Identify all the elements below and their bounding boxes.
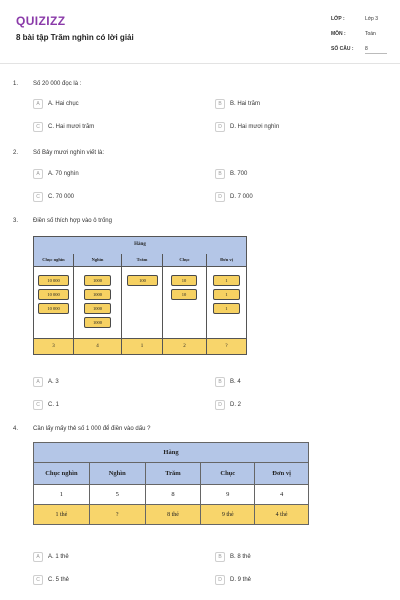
number-card: 100: [127, 275, 158, 286]
table-1-column-header: Đơn vị: [207, 254, 246, 267]
option-text: C. 70 000: [48, 194, 75, 200]
page-title: 8 bài tập Trăm nghìn có lời giải: [16, 33, 134, 42]
table-2-digit: 1: [34, 485, 90, 505]
table-2-card-count: 9 thẻ: [201, 505, 255, 525]
meta-subject-value: Toán: [365, 31, 376, 37]
option-text: B. 700: [230, 171, 248, 177]
meta-grade-label: LỚP :: [331, 16, 345, 22]
place-value-table-2: [33, 442, 309, 525]
table-1-title: Hàng: [34, 237, 246, 255]
meta-count-underline: [365, 53, 387, 54]
option-letter-box: A: [33, 552, 43, 562]
number-card: 1: [213, 289, 240, 300]
quizizz-logo[interactable]: QUIZIZZ: [16, 14, 66, 28]
option-text: D. Hai mươi nghìn: [230, 124, 280, 130]
header-divider: [0, 63, 400, 64]
option-text: B. 4: [230, 379, 241, 385]
number-card: 10: [171, 275, 197, 286]
table-1-column-header: Nghìn: [74, 254, 121, 267]
table-1-column-header: Chục nghìn: [34, 254, 73, 267]
option-letter-box: C: [33, 192, 43, 202]
table-2-column-header: Chục nghìn: [34, 463, 90, 485]
table-1-total: 1: [122, 338, 162, 354]
number-card: 10: [171, 289, 197, 300]
table-2-column-header: Trăm: [145, 463, 201, 485]
option-text: C. 5 thẻ: [48, 577, 70, 583]
table-1-column: [34, 254, 74, 354]
question-3-text: Điền số thích hợp vào ô trống: [33, 218, 112, 224]
option-letter-box: D: [215, 400, 225, 410]
option-text: B. Hai trăm: [230, 101, 261, 107]
option-text: A. Hai chục: [48, 101, 79, 107]
place-value-table-1: [33, 236, 247, 355]
table-2-column-header: Đơn vị: [255, 463, 309, 485]
table-2-column-header: Nghìn: [89, 463, 145, 485]
table-2-digit: 5: [89, 485, 145, 505]
table-2-digit: 8: [145, 485, 201, 505]
option-text: D. 2: [230, 402, 242, 408]
number-card: 1: [213, 275, 240, 286]
option-text: B. 8 thẻ: [230, 554, 251, 560]
question-1-text: Số 20 000 đọc là :: [33, 81, 82, 87]
table-1-total: 4: [74, 338, 121, 354]
table-row: [34, 485, 309, 505]
table-2-card-count: 4 thẻ: [255, 505, 309, 525]
option-letter-box: A: [33, 99, 43, 109]
option-letter-box: B: [215, 377, 225, 387]
option-letter-box: B: [215, 169, 225, 179]
table-2-column-header: Chục: [201, 463, 255, 485]
option-letter-box: B: [215, 99, 225, 109]
question-4-number: 4.: [13, 426, 19, 432]
option-text: D. 7 000: [230, 194, 253, 200]
meta-count-value: 8: [365, 46, 368, 52]
option-letter-box: D: [215, 192, 225, 202]
option-letter-box: C: [33, 400, 43, 410]
table-2-card-count: ?: [89, 505, 145, 525]
option-text: D. 9 thẻ: [230, 577, 252, 583]
option-letter-box: C: [33, 575, 43, 585]
option-letter-box: B: [215, 552, 225, 562]
table-1-total: ?: [207, 338, 246, 354]
table-1-column: [163, 254, 207, 354]
table-2-digit: 9: [201, 485, 255, 505]
number-card: 1000: [84, 289, 111, 300]
number-card: 10 000: [38, 303, 69, 314]
number-card: 1: [213, 303, 240, 314]
number-card: 1000: [84, 303, 111, 314]
table-1-column: [207, 254, 246, 354]
question-1-number: 1.: [13, 81, 19, 87]
meta-grade-value: Lớp 3: [365, 16, 379, 22]
table-2-card-count: 1 thẻ: [34, 505, 90, 525]
option-letter-box: D: [215, 122, 225, 132]
table-1-total: 3: [34, 338, 73, 354]
table-2-title: Hàng: [34, 443, 309, 463]
option-letter-box: C: [33, 122, 43, 132]
meta-count-label: SỐ CÂU :: [331, 46, 354, 52]
question-2-text: Số Bảy mươi nghìn viết là:: [33, 150, 104, 156]
question-3-number: 3.: [13, 218, 19, 224]
table-2-card-count: 8 thẻ: [145, 505, 201, 525]
option-letter-box: A: [33, 169, 43, 179]
table-1-column-header: Chục: [163, 254, 206, 267]
table-row: [34, 505, 309, 525]
number-card: 1000: [84, 275, 111, 286]
option-text: C. 1: [48, 402, 60, 408]
option-text: C. Hai mươi trăm: [48, 124, 95, 130]
option-text: A. 3: [48, 379, 59, 385]
meta-subject-label: MÔN :: [331, 31, 346, 37]
number-card: 1000: [84, 317, 111, 328]
table-2-digit: 4: [255, 485, 309, 505]
option-text: A. 1 thẻ: [48, 554, 69, 560]
table-1-column-header: Trăm: [122, 254, 162, 267]
option-text: A. 70 nghìn: [48, 171, 79, 177]
table-1-column: [122, 254, 163, 354]
option-letter-box: A: [33, 377, 43, 387]
question-2-number: 2.: [13, 150, 19, 156]
question-4-text: Cần lấy mấy thẻ số 1 000 để điền vào dấu ?: [33, 426, 151, 432]
number-card: 10 000: [38, 289, 69, 300]
option-letter-box: D: [215, 575, 225, 585]
number-card: 10 000: [38, 275, 69, 286]
table-1-column: [74, 254, 122, 354]
table-1-total: 2: [163, 338, 206, 354]
